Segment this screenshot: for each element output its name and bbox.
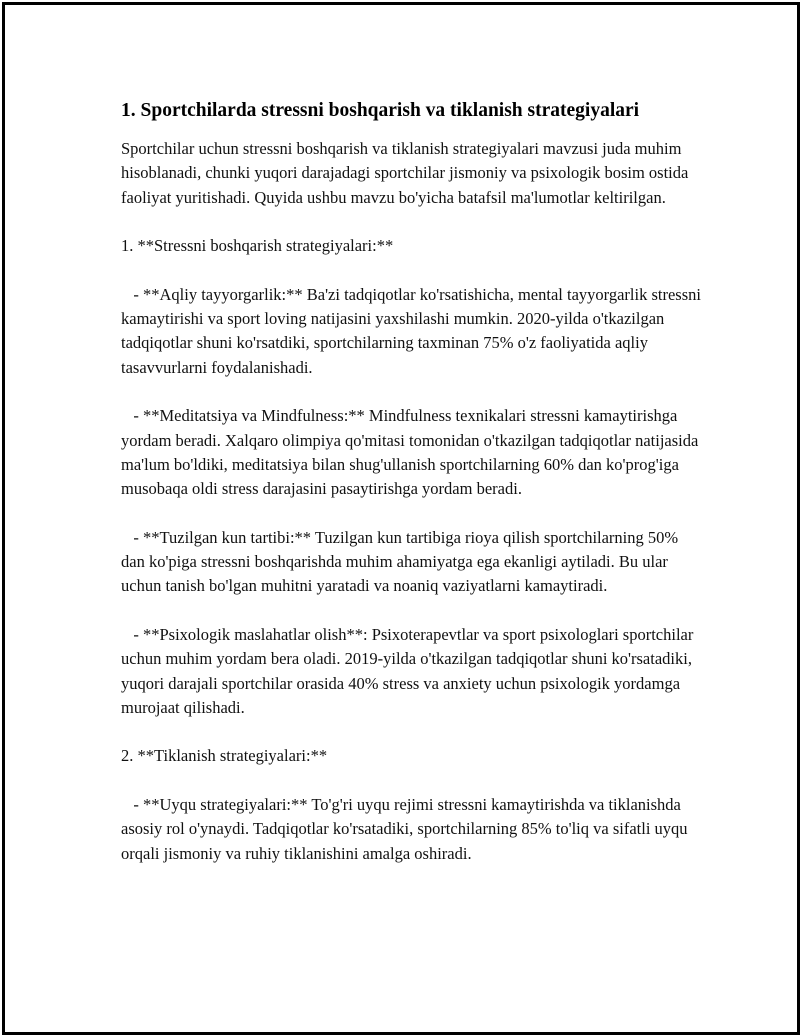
- list-item-psychological-counseling: - **Psixologik maslahatlar olish**: Psixoterapevtlar va sport psixologlari sportchilar uchun muhim yordam bera oladi. 2019-yilda o'tkazilgan tadqiqotlar shuni ko'rsatadiki, yuqori darajali sportchilar orasida 40% stress va anxiety uchun psixologik yordamga murojaat qilishadi.: [121, 624, 698, 717]
- document-body: [121, 97, 706, 866]
- list-item-mental-preparation: - **Aqliy tayyorgarlik:** Ba'zi tadqiqotlar ko'rsatishicha, mental tayyorgarlik stressni kamaytirishi va sport loving natijasini yaxshilashi mumkin. 2020-yilda o'tkazilgan tadqiqotlar shuni ko'rsatdiki, sportchilarning taxminan 75% o'z faoliyatida aqliy tasavvurlarni foydalanishadi.: [121, 284, 706, 377]
- section-heading-recovery: 2. **Tiklanish strategiyalari:**: [121, 746, 328, 766]
- intro-paragraph: Sportchilar uchun stressni boshqarish va tiklanish strategiyalari mavzusi juda muhim hisoblanadi, chunki yuqori darajadagi sportchilar jismoniy va psixologik bosim ostida faoliyat yuritishadi. Quyida ushbu mavzu bo'yicha batafsil ma'lumotlar keltirilgan.: [121, 139, 693, 207]
- page-frame: [2, 2, 800, 1035]
- list-item-daily-routine: - **Tuzilgan kun tartibi:** Tuzilgan kun tartibiga rioya qilish sportchilarning 50% dan ko'piga stressni boshqarishda muhim ahamiyatga ega ekanligi aytiladi. Bu ular uchun tanish bo'lgan muhitni yaratadi va noaniq vaziyatlarni kamaytiradi.: [121, 527, 683, 596]
- document-title: 1. Sportchilarda stressni boshqarish va tiklanish strategiyalari: [121, 100, 640, 121]
- list-item-sleep: - **Uyqu strategiyalari:** To'g'ri uyqu rejimi stressni kamaytirishda va tiklanishda asosiy rol o'ynaydi. Tadqiqotlar ko'rsatadiki, sportchilarning 85% to'liq va sifatli uyqu orqali jismoniy va ruhiy tiklanishini amalga oshiradi.: [121, 795, 692, 863]
- section-heading-stress: 1. **Stressni boshqarish strategiyalari:**: [121, 236, 394, 256]
- list-item-meditation: - **Meditatsiya va Mindfulness:** Mindfulness texnikalari stressni kamaytirishga yordam beradi. Xalqaro olimpiya qo'mitasi tomonidan o'tkazilgan tadqiqotlar natijasida ma'lum bo'ldiki, meditatsiya bilan shug'ullanish sportchilarning 60% dan ko'prog'iga musobaqa oldi stress darajasini pasaytirishga yordam beradi.: [121, 406, 703, 499]
